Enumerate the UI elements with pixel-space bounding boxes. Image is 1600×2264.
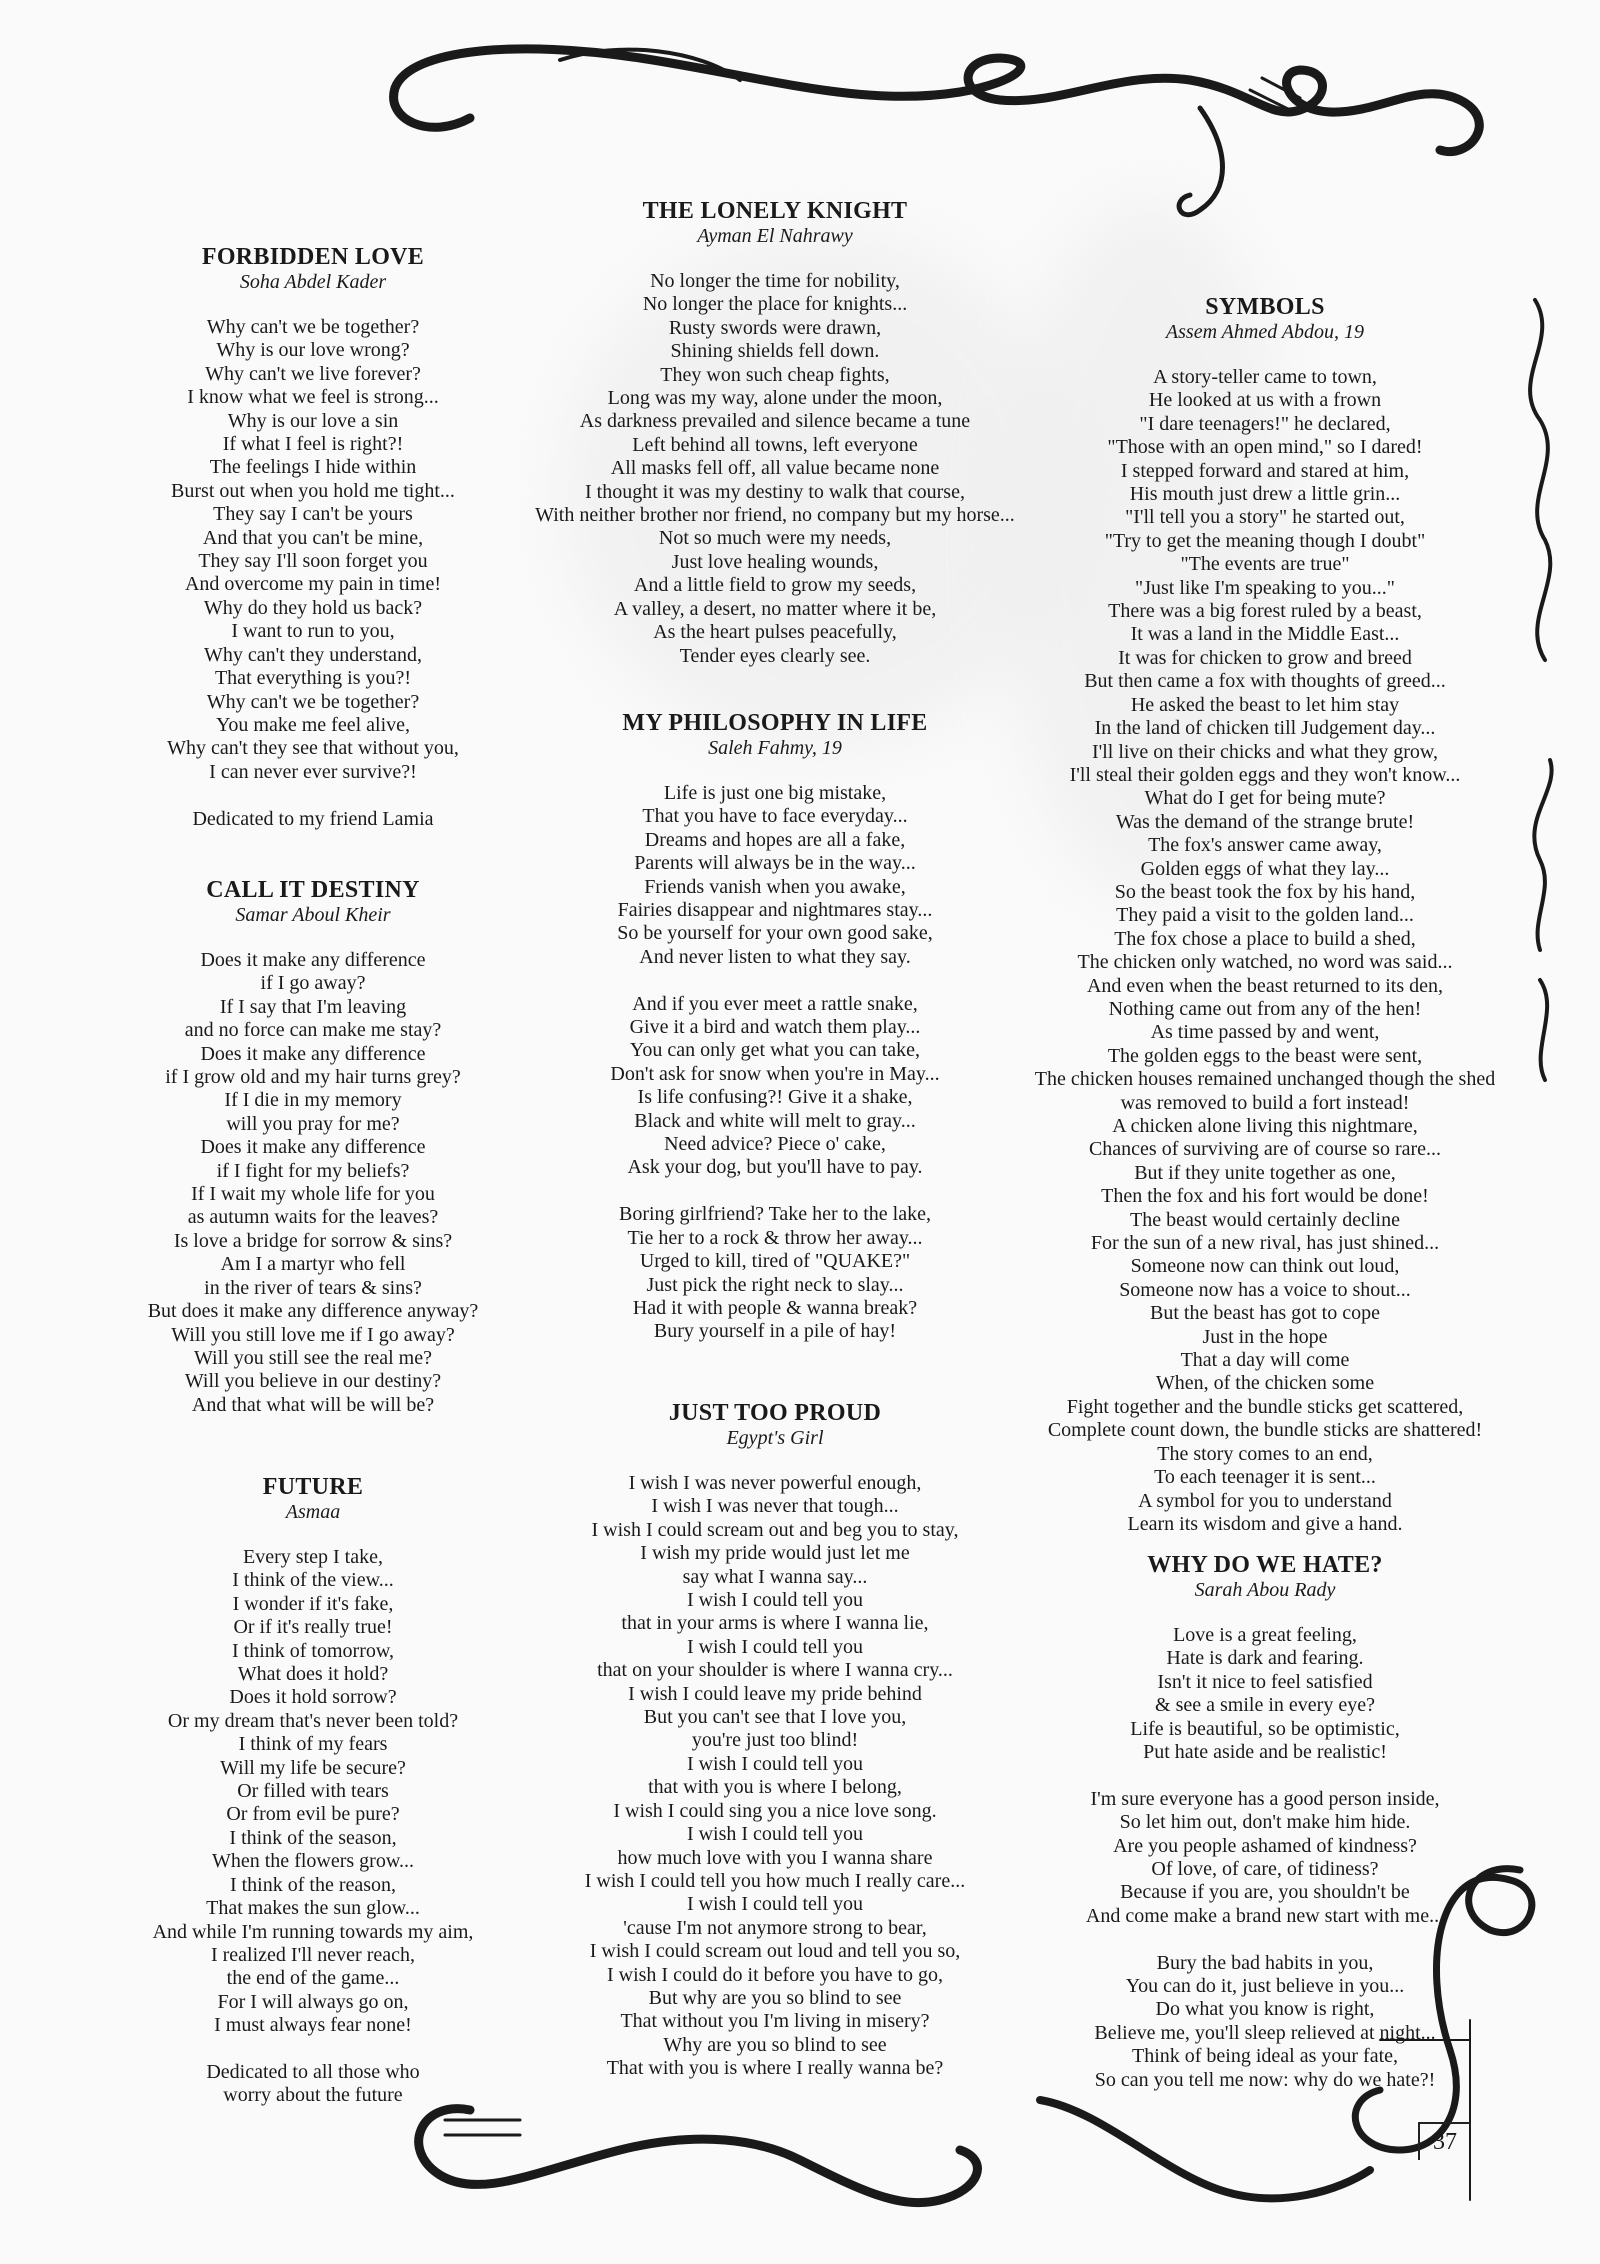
poem-line: Then the fox and his fort would be done! bbox=[1101, 1185, 1429, 1208]
stanza bbox=[965, 366, 1565, 1536]
poem-line: Does it hold sorrow? bbox=[229, 1686, 397, 1709]
poem-line: I wish I could scream out and beg you to stay, bbox=[591, 1518, 959, 1541]
poem-line: Black and white will melt to gray... bbox=[634, 1109, 916, 1132]
poem-line: I stepped forward and stared at him, bbox=[1120, 459, 1410, 482]
poem-author: Ayman El Nahrawy bbox=[697, 225, 853, 247]
poem-line: I wish my pride would just let me bbox=[640, 1542, 910, 1565]
poem-title: WHY DO WE HATE? bbox=[1147, 1552, 1383, 1578]
poem-line: He looked at us with a frown bbox=[1148, 389, 1382, 412]
poem-line: Don't ask for snow when you're in May... bbox=[610, 1062, 940, 1085]
poem-line: I wish I could tell you bbox=[686, 1893, 864, 1916]
poem-why-do-we-hate bbox=[965, 1552, 1565, 2115]
poem-body bbox=[965, 366, 1565, 1536]
poem-line: Or from evil be pure? bbox=[226, 1803, 400, 1826]
poem-line: Parents will always be in the way... bbox=[634, 852, 916, 875]
poem-line: Boring girlfriend? Take her to the lake, bbox=[618, 1203, 931, 1226]
poem-line: And that what will be will be? bbox=[191, 1393, 435, 1416]
poem-line: I wish I was never powerful enough, bbox=[628, 1472, 922, 1494]
poem-line: how much love with you I wanna share bbox=[617, 1846, 933, 1869]
poem-dedication: worry about the future bbox=[223, 2084, 403, 2107]
poem-line: They won such cheap fights, bbox=[660, 363, 890, 386]
poem-line: The beast would certainly decline bbox=[1130, 1208, 1400, 1231]
poem-line: And if you ever meet a rattle snake, bbox=[632, 992, 918, 1015]
poem-line: I'll live on their chicks and what they grow, bbox=[1091, 740, 1439, 763]
poem-line: I want to run to you, bbox=[231, 620, 395, 643]
poem-line: As the heart pulses peacefully, bbox=[653, 621, 897, 644]
poem-author: Soha Abdel Kader bbox=[239, 271, 387, 293]
poem-line: He asked the beast to let him stay bbox=[1130, 693, 1400, 716]
poem-dedication: Dedicated to all those who bbox=[206, 2060, 420, 2083]
poem-line: But if they unite together as one, bbox=[1134, 1161, 1396, 1184]
poem-line: Is life confusing?! Give it a shake, bbox=[637, 1086, 913, 1109]
poem-line: Complete count down, the bundle sticks are shattered! bbox=[1047, 1419, 1483, 1442]
poem-line: To each teenager it is sent... bbox=[1154, 1466, 1376, 1489]
poem-line: "I'll tell you a story" he started out, bbox=[1125, 506, 1405, 529]
poem-line: Need advice? Piece o' cake, bbox=[664, 1133, 886, 1156]
poem-line: Tender eyes clearly see. bbox=[679, 644, 871, 667]
poem-line: Dreams and hopes are all a fake, bbox=[644, 828, 906, 851]
poem-line: Or my dream that's never been told? bbox=[167, 1709, 459, 1732]
poem-line: Will you believe in our destiny? bbox=[184, 1370, 442, 1393]
poem-line: Does it make any difference bbox=[200, 949, 426, 971]
poem-line: And overcome my pain in time! bbox=[184, 573, 442, 596]
poem-line: I wish I could leave my pride behind bbox=[628, 1682, 922, 1705]
poem-line: If I say that I'm leaving bbox=[219, 995, 407, 1018]
poem-line: I think of my fears bbox=[238, 1733, 388, 1756]
poem-line: was removed to build a fort instead! bbox=[1120, 1091, 1410, 1114]
poem-line: Was the demand of the strange brute! bbox=[1115, 810, 1415, 833]
poem-title: FORBIDDEN LOVE bbox=[201, 244, 425, 270]
poem-line: I wish I was never that tough... bbox=[651, 1495, 899, 1518]
poem-line: No longer the place for knights... bbox=[642, 293, 908, 316]
page-number: 37 bbox=[1418, 2122, 1470, 2160]
poem-line: For I will always go on, bbox=[217, 1990, 409, 2013]
poem-line: if I go away? bbox=[260, 972, 366, 995]
bottom-swirl bbox=[419, 2109, 978, 2203]
poem-line: I wish I could tell you bbox=[686, 1823, 864, 1846]
poem-line: When, of the chicken some bbox=[1155, 1372, 1375, 1395]
poem-line: You can do it, just believe in you... bbox=[1125, 1975, 1405, 1998]
poem-line: that with you is where I belong, bbox=[648, 1776, 902, 1799]
poem-line: A chicken alone living this nightmare, bbox=[1112, 1115, 1418, 1137]
poem-line: What does it hold? bbox=[237, 1663, 389, 1686]
poem-line: Are you people ashamed of kindness? bbox=[1113, 1834, 1417, 1857]
poem-line: The chicken only watched, no word was said... bbox=[1077, 951, 1453, 974]
poem-line: That with you is where I really wanna be? bbox=[606, 2057, 944, 2080]
poem-line: Fairies disappear and nightmares stay... bbox=[617, 899, 933, 922]
poem-symbols bbox=[965, 294, 1565, 1560]
poem-line: I wish I could tell you bbox=[686, 1589, 864, 1612]
poem-line: I wish I could tell you bbox=[686, 1752, 864, 1775]
poem-line: That you have to face everyday... bbox=[642, 805, 908, 828]
poem-line: Is love a bridge for sorrow & sins? bbox=[173, 1229, 453, 1252]
poem-line: So can you tell me now: why do we hate?! bbox=[1094, 2068, 1436, 2091]
poem-author: Saleh Fahmy, 19 bbox=[708, 737, 842, 759]
poem-line: Not so much were my needs, bbox=[658, 527, 892, 550]
poem-line: I think of the season, bbox=[229, 1826, 397, 1849]
poem-line: Will you still love me if I go away? bbox=[171, 1323, 455, 1346]
poem-line: Shining shields fell down. bbox=[670, 340, 880, 363]
poem-line: Urged to kill, tired of "QUAKE?" bbox=[639, 1250, 911, 1273]
poem-line: And come make a brand new start with me... bbox=[1085, 1904, 1445, 1927]
poem-line: Had it with people & wanna break? bbox=[632, 1296, 918, 1319]
poem-line: Long was my way, alone under the moon, bbox=[607, 387, 943, 410]
poem-line: "Try to get the meaning though I doubt" bbox=[1104, 529, 1426, 552]
poem-line: I know what we feel is strong... bbox=[187, 386, 439, 409]
poem-line: Learn its wisdom and give a hand. bbox=[1127, 1512, 1403, 1535]
poem-line: No longer the time for nobility, bbox=[650, 270, 900, 292]
poem-line: & see a smile in every eye? bbox=[1155, 1694, 1375, 1717]
stanza bbox=[965, 1952, 1565, 2092]
poem-line: Someone now has a voice to shout... bbox=[1119, 1278, 1411, 1301]
poem-line: If what I feel is right?! bbox=[222, 433, 404, 456]
stanza bbox=[965, 1788, 1565, 1928]
poem-line: that on your shoulder is where I wanna cry... bbox=[597, 1659, 953, 1682]
poem-line: It was for chicken to grow and breed bbox=[1118, 646, 1412, 669]
poem-line: With neither brother nor friend, no company but my horse... bbox=[535, 504, 1015, 527]
poem-line: That a day will come bbox=[1180, 1349, 1350, 1372]
poem-line: Tie her to a rock & throw her away... bbox=[627, 1226, 923, 1249]
poem-line: Will my life be secure? bbox=[220, 1756, 406, 1779]
poem-line: Bury the bad habits in you, bbox=[1156, 1951, 1374, 1974]
poem-line: Do what you know is right, bbox=[1155, 1998, 1375, 2021]
stanza bbox=[965, 1624, 1565, 1764]
poem-line: you're just too blind! bbox=[691, 1729, 859, 1752]
poem-line: And while I'm running towards my aim, bbox=[152, 1920, 474, 1943]
poem-line: Think of being ideal as your fate, bbox=[1131, 2045, 1399, 2068]
top-swirl bbox=[394, 49, 1480, 152]
poem-body bbox=[965, 1624, 1565, 2092]
poem-line: So be yourself for your own good sake, bbox=[617, 922, 933, 945]
poem-line: Friends vanish when you awake, bbox=[644, 875, 906, 898]
poem-line: Why can't we live forever? bbox=[205, 362, 421, 385]
poem-line: Because if you are, you shouldn't be bbox=[1120, 1881, 1410, 1904]
poem-line: Love is a great feeling, bbox=[1173, 1624, 1357, 1646]
poem-line: The fox chose a place to build a shed, bbox=[1114, 927, 1416, 950]
poem-line: Will you still see the real me? bbox=[193, 1346, 432, 1369]
poem-line: I realized I'll never reach, bbox=[210, 1943, 416, 1966]
poem-line: Why can't we be together? bbox=[206, 316, 420, 338]
poem-line: The story comes to an end, bbox=[1157, 1442, 1373, 1465]
poem-line: As darkness prevailed and silence became a tune bbox=[579, 410, 971, 433]
poem-author: Asmaa bbox=[285, 1501, 341, 1523]
poem-line: Why can't they understand, bbox=[204, 643, 422, 666]
poem-line: if I fight for my beliefs? bbox=[216, 1159, 410, 1182]
poem-line: And a little field to grow my seeds, bbox=[633, 574, 917, 597]
poem-line: "Just like I'm speaking to you..." bbox=[1135, 576, 1395, 599]
poem-line: I wish I could tell you how much I really care... bbox=[584, 1869, 966, 1892]
poem-line: "The events are true" bbox=[1180, 553, 1350, 576]
poem-line: 'cause I'm not anymore strong to bear, bbox=[623, 1916, 927, 1939]
poem-line: that in your arms is where I wanna lie, bbox=[621, 1612, 929, 1635]
poem-line: They say I'll soon forget you bbox=[198, 550, 428, 573]
poem-line: That everything is you?! bbox=[214, 667, 412, 690]
poem-line: Does it make any difference bbox=[200, 1042, 426, 1065]
poem-line: Nothing came out from any of the hen! bbox=[1108, 997, 1422, 1020]
poem-line: Just love healing wounds, bbox=[671, 550, 879, 573]
poem-line: Believe me, you'll sleep relieved at night... bbox=[1094, 2021, 1436, 2044]
poem-line: I thought it was my destiny to walk that course, bbox=[585, 480, 965, 503]
poem-line: If I wait my whole life for you bbox=[191, 1183, 435, 1206]
poem-title: SYMBOLS bbox=[1205, 294, 1325, 320]
poem-line: will you pray for me? bbox=[226, 1112, 400, 1135]
poem-line: Am I a martyr who fell bbox=[220, 1253, 406, 1276]
poem-line: You make me feel alive, bbox=[215, 713, 411, 736]
poem-line: in the river of tears & sins? bbox=[204, 1276, 422, 1299]
poem-line: The fox's answer came away, bbox=[1148, 834, 1382, 857]
poem-line: Or if it's really true! bbox=[233, 1616, 393, 1639]
poem-line: So the beast took the fox by his hand, bbox=[1114, 880, 1416, 903]
poem-line: Isn't it nice to feel satisfied bbox=[1157, 1670, 1373, 1693]
poem-line: I think of the reason, bbox=[229, 1873, 397, 1896]
poem-line: Why do they hold us back? bbox=[203, 596, 423, 619]
poem-line: Every step I take, bbox=[243, 1546, 383, 1568]
poem-line: Why is our love wrong? bbox=[216, 339, 410, 362]
poem-line: The chicken houses remained unchanged though the shed bbox=[1034, 1068, 1496, 1091]
poem-line: For the sun of a new rival, has just shined... bbox=[1090, 1232, 1440, 1255]
poem-title: CALL IT DESTINY bbox=[206, 877, 420, 903]
poem-line: Chances of surviving are of course so rare... bbox=[1088, 1138, 1442, 1161]
poem-line: But why are you so blind to see bbox=[648, 1986, 902, 2009]
poem-dedication: Dedicated to my friend Lamia bbox=[192, 807, 434, 830]
poem-line: I can never ever survive?! bbox=[209, 760, 417, 783]
poem-line: Fight together and the bundle sticks get scattered, bbox=[1066, 1395, 1464, 1418]
poem-line: "Those with an open mind," so I dared! bbox=[1107, 436, 1423, 459]
poem-line: Why can't we be together? bbox=[206, 690, 420, 713]
poem-line: Just in the hope bbox=[1202, 1325, 1328, 1348]
poem-line: the end of the game... bbox=[226, 1967, 400, 1990]
poem-line: I wish I could scream out loud and tell you so, bbox=[589, 1940, 961, 1963]
poem-line: But does it make any difference anyway? bbox=[147, 1300, 479, 1323]
poem-line: Rusty swords were drawn, bbox=[668, 316, 882, 339]
poem-line: I think of tomorrow, bbox=[231, 1639, 394, 1662]
poem-author: Assem Ahmed Abdou, 19 bbox=[1165, 321, 1365, 343]
poem-line: Why is our love a sin bbox=[227, 409, 399, 432]
poem-line: Give it a bird and watch them play... bbox=[629, 1016, 921, 1039]
poem-line: Just pick the right neck to slay... bbox=[646, 1273, 904, 1296]
poem-line: But then came a fox with thoughts of greed... bbox=[1084, 670, 1446, 693]
poem-title: FUTURE bbox=[262, 1474, 364, 1500]
poem-line: Or filled with tears bbox=[237, 1780, 389, 1803]
poem-line: And even when the beast returned to its den, bbox=[1086, 974, 1443, 997]
poem-line: I must always fear none! bbox=[214, 2014, 412, 2037]
poem-line: Of love, of care, of tidiness? bbox=[1151, 1858, 1379, 1881]
poem-author: Egypt's Girl bbox=[726, 1427, 824, 1449]
poem-line: So let him out, don't make him hide. bbox=[1119, 1811, 1411, 1834]
poem-line: Burst out when you hold me tight... bbox=[171, 479, 455, 502]
poem-line: I wish I could tell you bbox=[686, 1635, 864, 1658]
poem-line: Bury yourself in a pile of hay! bbox=[653, 1320, 897, 1343]
poem-line: That without you I'm living in misery? bbox=[620, 2010, 930, 2033]
poem-line: A symbol for you to understand bbox=[1138, 1489, 1392, 1512]
poem-line: I wonder if it's fake, bbox=[232, 1592, 394, 1615]
poem-author: Samar Aboul Kheir bbox=[235, 904, 391, 926]
poem-title: THE LONELY KNIGHT bbox=[642, 198, 908, 224]
poem-line: And that you can't be mine, bbox=[202, 526, 424, 549]
poem-line: Why are you so blind to see bbox=[663, 2033, 887, 2056]
poem-line: as autumn waits for the leaves? bbox=[187, 1206, 439, 1229]
poem-line: If I die in my memory bbox=[224, 1089, 402, 1112]
poem-line: Why can't they see that without you, bbox=[167, 737, 459, 760]
poem-line: Life is just one big mistake, bbox=[663, 782, 887, 804]
poem-line: In the land of chicken till Judgement day... bbox=[1094, 717, 1436, 740]
poem-line: And never listen to what they say. bbox=[639, 945, 911, 968]
poem-author: Sarah Abou Rady bbox=[1194, 1579, 1336, 1601]
poem-line: What do I get for being mute? bbox=[1144, 787, 1386, 810]
poem-line: The feelings I hide within bbox=[209, 456, 417, 479]
poem-line: When the flowers grow... bbox=[212, 1850, 414, 1873]
poem-line: Does it make any difference bbox=[200, 1136, 426, 1159]
poem-line: A valley, a desert, no matter where it be, bbox=[613, 597, 937, 620]
poem-line: His mouth just drew a little grin... bbox=[1129, 483, 1401, 506]
poem-line: if I grow old and my hair turns grey? bbox=[165, 1066, 461, 1089]
poem-line: All masks fell off, all value became none bbox=[610, 457, 940, 480]
poem-title: JUST TOO PROUD bbox=[668, 1400, 882, 1426]
poem-line: Golden eggs of what they lay... bbox=[1140, 857, 1390, 880]
poem-title: MY PHILOSOPHY IN LIFE bbox=[622, 710, 928, 736]
poem-line: Left behind all towns, left everyone bbox=[632, 433, 918, 456]
poem-line: say what I wanna say... bbox=[682, 1565, 868, 1588]
poem-line: I wish I could do it before you have to go, bbox=[606, 1963, 944, 1986]
poem-line: You can only get what you can take, bbox=[629, 1039, 921, 1062]
poem-line: It was a land in the Middle East... bbox=[1130, 623, 1400, 646]
poem-line: As time passed by and went, bbox=[1150, 1021, 1380, 1044]
poem-line: But the beast has got to cope bbox=[1150, 1302, 1380, 1325]
poem-line: Ask your dog, but you'll have to pay. bbox=[627, 1156, 923, 1179]
poem-line: Hate is dark and fearing. bbox=[1166, 1647, 1364, 1670]
poem-line: There was a big forest ruled by a beast, bbox=[1108, 600, 1422, 623]
poem-line: They say I can't be yours bbox=[213, 503, 413, 526]
poem-line: Put hate aside and be realistic! bbox=[1143, 1741, 1387, 1764]
poem-line: They paid a visit to the golden land... bbox=[1116, 904, 1414, 927]
poem-line: "I dare teenagers!" he declared, bbox=[1139, 412, 1391, 435]
poem-line: and no force can make me stay? bbox=[184, 1019, 442, 1042]
poem-line: I think of the view... bbox=[232, 1569, 394, 1592]
poem-line: A story-teller came to town, bbox=[1153, 366, 1377, 388]
poem-line: That makes the sun glow... bbox=[206, 1897, 420, 1920]
poem-line: Life is beautiful, so be optimistic, bbox=[1130, 1717, 1400, 1740]
poem-line: Someone now can think out loud, bbox=[1130, 1255, 1400, 1278]
poem-line: But you can't see that I love you, bbox=[643, 1706, 907, 1729]
poem-line: I'll steal their golden eggs and they won't know... bbox=[1069, 763, 1461, 786]
poem-line: I'm sure everyone has a good person inside, bbox=[1090, 1787, 1440, 1810]
poem-line: I wish I could sing you a nice love song. bbox=[613, 1799, 937, 1822]
poem-line: The golden eggs to the beast were sent, bbox=[1107, 1044, 1423, 1067]
